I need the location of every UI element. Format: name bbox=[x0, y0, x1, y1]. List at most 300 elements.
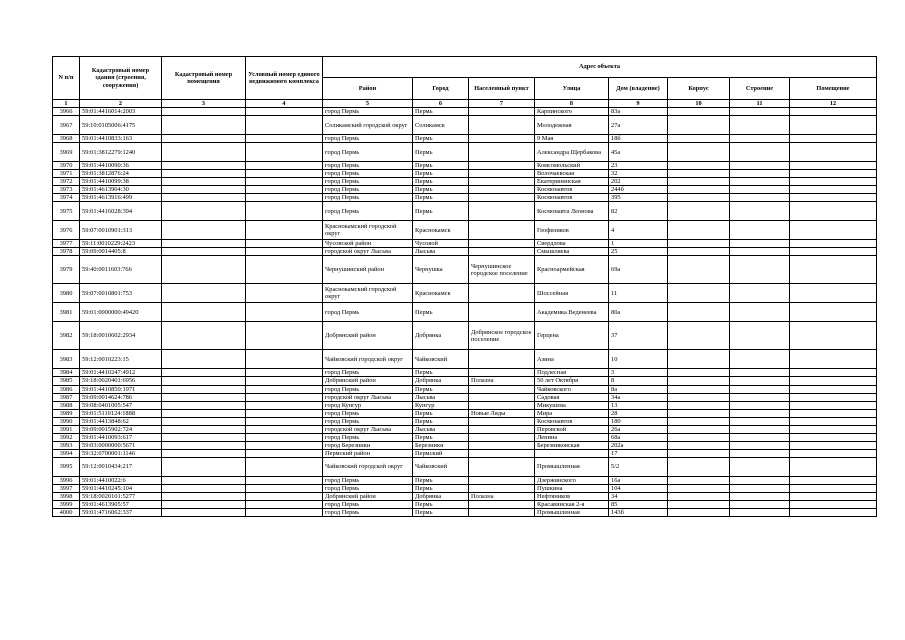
column-number: 9 bbox=[609, 100, 668, 108]
street-cell: Промышленная bbox=[535, 457, 609, 476]
table-row bbox=[53, 476, 877, 484]
building-cell bbox=[668, 178, 730, 186]
street-cell: Молодежная bbox=[535, 116, 609, 135]
district-cell: город Пермь bbox=[323, 135, 413, 143]
cadastral-premises-cell bbox=[162, 401, 246, 409]
settlement-cell bbox=[469, 369, 535, 377]
settlement-cell bbox=[469, 509, 535, 517]
city-cell: Пермь bbox=[413, 417, 469, 425]
settlement-cell bbox=[469, 194, 535, 202]
cadastral-premises-cell bbox=[162, 476, 246, 484]
cadastral-building-cell: 59:01:4613904:30 bbox=[80, 186, 162, 194]
header-city: Город bbox=[413, 78, 469, 100]
structure-cell bbox=[730, 385, 790, 393]
street-cell: 9 Мая bbox=[535, 135, 609, 143]
header-cad-premises: Кадастровый номер помещения bbox=[162, 57, 246, 100]
house-cell: 13 bbox=[609, 401, 668, 409]
row-number-cell: 3966 bbox=[53, 108, 80, 116]
row-number-cell: 3970 bbox=[53, 162, 80, 170]
house-cell: 4 bbox=[609, 221, 668, 240]
header-structure: Строение bbox=[730, 78, 790, 100]
cadastral-premises-cell bbox=[162, 449, 246, 457]
room-cell bbox=[790, 170, 877, 178]
city-cell: Пермь bbox=[413, 170, 469, 178]
room-cell bbox=[790, 322, 877, 350]
room-cell bbox=[790, 116, 877, 135]
cadastral-premises-cell bbox=[162, 284, 246, 303]
cadastral-premises-cell bbox=[162, 369, 246, 377]
table-row bbox=[53, 501, 877, 509]
room-cell bbox=[790, 178, 877, 186]
district-cell: город Пермь bbox=[323, 143, 413, 162]
cadastral-premises-cell bbox=[162, 256, 246, 284]
house-cell: 5/2 bbox=[609, 457, 668, 476]
cadastral-building-cell: 59:40:0011603:766 bbox=[80, 256, 162, 284]
street-cell: Азина bbox=[535, 350, 609, 369]
street-cell: Подлесная bbox=[535, 369, 609, 377]
settlement-cell bbox=[469, 433, 535, 441]
header-district: Район bbox=[323, 78, 413, 100]
row-number-cell: 3977 bbox=[53, 240, 80, 248]
row-number-cell: 3988 bbox=[53, 401, 80, 409]
house-cell: 3 bbox=[609, 369, 668, 377]
conditional-number-cell bbox=[246, 256, 323, 284]
settlement-cell bbox=[469, 178, 535, 186]
house-cell: 1 bbox=[609, 240, 668, 248]
room-cell bbox=[790, 385, 877, 393]
building-cell bbox=[668, 449, 730, 457]
registry-page bbox=[52, 56, 876, 517]
house-cell: 37 bbox=[609, 322, 668, 350]
room-cell bbox=[790, 240, 877, 248]
district-cell: город Березники bbox=[323, 441, 413, 449]
street-cell: Мира bbox=[535, 409, 609, 417]
column-number: 11 bbox=[730, 100, 790, 108]
settlement-cell bbox=[469, 449, 535, 457]
conditional-number-cell bbox=[246, 449, 323, 457]
city-cell: Чусовой bbox=[413, 240, 469, 248]
conditional-number-cell bbox=[246, 143, 323, 162]
structure-cell bbox=[730, 393, 790, 401]
cadastral-building-cell: 59:01:4416014:2003 bbox=[80, 108, 162, 116]
street-cell: Александра Щербакова bbox=[535, 143, 609, 162]
settlement-cell bbox=[469, 135, 535, 143]
conditional-number-cell bbox=[246, 202, 323, 221]
building-cell bbox=[668, 186, 730, 194]
cadastral-building-cell: 59:01:4410093:617 bbox=[80, 433, 162, 441]
row-number-cell: 3968 bbox=[53, 135, 80, 143]
settlement-cell bbox=[469, 393, 535, 401]
row-number-cell: 3992 bbox=[53, 433, 80, 441]
building-cell bbox=[668, 457, 730, 476]
conditional-number-cell bbox=[246, 417, 323, 425]
house-cell: 202 bbox=[609, 178, 668, 186]
conditional-number-cell bbox=[246, 221, 323, 240]
district-cell: городской округ Лысьва bbox=[323, 425, 413, 433]
street-cell: Ленина bbox=[535, 433, 609, 441]
building-cell bbox=[668, 284, 730, 303]
street-cell: Смышляева bbox=[535, 248, 609, 256]
settlement-cell bbox=[469, 116, 535, 135]
column-number: 4 bbox=[246, 100, 323, 108]
house-cell: 34 bbox=[609, 493, 668, 501]
settlement-cell bbox=[469, 385, 535, 393]
cadastral-building-cell: 59:09:0014624:786 bbox=[80, 393, 162, 401]
structure-cell bbox=[730, 417, 790, 425]
header-room: Помещение bbox=[790, 78, 877, 100]
room-cell bbox=[790, 186, 877, 194]
city-cell: Пермь bbox=[413, 178, 469, 186]
street-cell: Геофизиков bbox=[535, 221, 609, 240]
cadastral-building-cell: 59:01:4410099:38 bbox=[80, 178, 162, 186]
cadastral-building-cell: 59:12:0010434:217 bbox=[80, 457, 162, 476]
structure-cell bbox=[730, 484, 790, 492]
house-cell: 23 bbox=[609, 162, 668, 170]
district-cell: Добрянский район bbox=[323, 493, 413, 501]
structure-cell bbox=[730, 369, 790, 377]
settlement-cell: Новые Ляды bbox=[469, 409, 535, 417]
building-cell bbox=[668, 194, 730, 202]
building-cell bbox=[668, 425, 730, 433]
column-number: 10 bbox=[668, 100, 730, 108]
room-cell bbox=[790, 377, 877, 385]
building-cell bbox=[668, 135, 730, 143]
cadastral-premises-cell bbox=[162, 221, 246, 240]
cadastral-building-cell: 59:01:4410022:6 bbox=[80, 476, 162, 484]
structure-cell bbox=[730, 493, 790, 501]
structure-cell bbox=[730, 240, 790, 248]
city-cell: Пермь bbox=[413, 143, 469, 162]
property-registry-table bbox=[52, 56, 877, 517]
street-cell: Космонавтов bbox=[535, 194, 609, 202]
conditional-number-cell bbox=[246, 178, 323, 186]
conditional-number-cell bbox=[246, 369, 323, 377]
street-cell: Космонавтов bbox=[535, 186, 609, 194]
row-number-cell: 3973 bbox=[53, 186, 80, 194]
conditional-number-cell bbox=[246, 135, 323, 143]
district-cell: город Пермь bbox=[323, 108, 413, 116]
street-cell: Красавинская 2-я bbox=[535, 501, 609, 509]
city-cell: Пермь bbox=[413, 476, 469, 484]
cadastral-building-cell: 59:01:4413848:62 bbox=[80, 417, 162, 425]
cadastral-premises-cell bbox=[162, 186, 246, 194]
street-cell: Карпинского bbox=[535, 108, 609, 116]
structure-cell bbox=[730, 377, 790, 385]
building-cell bbox=[668, 202, 730, 221]
settlement-cell bbox=[469, 202, 535, 221]
conditional-number-cell bbox=[246, 240, 323, 248]
room-cell bbox=[790, 143, 877, 162]
district-cell: город Пермь bbox=[323, 186, 413, 194]
cadastral-building-cell: 59:01:4416028:394 bbox=[80, 202, 162, 221]
table-header bbox=[53, 57, 877, 108]
cadastral-building-cell: 59:11:0010229:2423 bbox=[80, 240, 162, 248]
header-conditional-number: Условный номер единого недвижимого комплекса bbox=[246, 57, 323, 100]
conditional-number-cell bbox=[246, 393, 323, 401]
room-cell bbox=[790, 369, 877, 377]
building-cell bbox=[668, 476, 730, 484]
settlement-cell bbox=[469, 240, 535, 248]
district-cell: Чайковский городской округ bbox=[323, 350, 413, 369]
table-row bbox=[53, 393, 877, 401]
building-cell bbox=[668, 369, 730, 377]
room-cell bbox=[790, 425, 877, 433]
building-cell bbox=[668, 385, 730, 393]
street-cell: Герцена bbox=[535, 322, 609, 350]
table-row bbox=[53, 441, 877, 449]
cadastral-building-cell: 59:01:4613905:57 bbox=[80, 501, 162, 509]
building-cell bbox=[668, 493, 730, 501]
cadastral-building-cell: 59:01:4410245:104 bbox=[80, 484, 162, 492]
house-cell: 69а bbox=[609, 256, 668, 284]
house-cell: 25 bbox=[609, 248, 668, 256]
house-cell: 17 bbox=[609, 449, 668, 457]
building-cell bbox=[668, 433, 730, 441]
table-row bbox=[53, 108, 877, 116]
row-number-cell: 3969 bbox=[53, 143, 80, 162]
table-row bbox=[53, 484, 877, 492]
cadastral-premises-cell bbox=[162, 433, 246, 441]
room-cell bbox=[790, 484, 877, 492]
district-cell: Добрянский район bbox=[323, 377, 413, 385]
building-cell bbox=[668, 256, 730, 284]
house-cell: 34а bbox=[609, 393, 668, 401]
house-cell: 26а bbox=[609, 425, 668, 433]
room-cell bbox=[790, 248, 877, 256]
district-cell: Пермский район bbox=[323, 449, 413, 457]
building-cell bbox=[668, 417, 730, 425]
row-number-cell: 3972 bbox=[53, 178, 80, 186]
table-row bbox=[53, 385, 877, 393]
street-cell bbox=[535, 449, 609, 457]
table-row bbox=[53, 256, 877, 284]
row-number-cell: 3985 bbox=[53, 377, 80, 385]
building-cell bbox=[668, 441, 730, 449]
structure-cell bbox=[730, 170, 790, 178]
cadastral-premises-cell bbox=[162, 116, 246, 135]
building-cell bbox=[668, 484, 730, 492]
conditional-number-cell bbox=[246, 385, 323, 393]
structure-cell bbox=[730, 409, 790, 417]
cadastral-building-cell: 59:07:0010901:313 bbox=[80, 221, 162, 240]
building-cell bbox=[668, 116, 730, 135]
building-cell bbox=[668, 409, 730, 417]
header-street: Улица bbox=[535, 78, 609, 100]
building-cell bbox=[668, 221, 730, 240]
street-cell: Микушева bbox=[535, 401, 609, 409]
row-number-cell: 3994 bbox=[53, 449, 80, 457]
column-number: 12 bbox=[790, 100, 877, 108]
house-cell: 45а bbox=[609, 143, 668, 162]
cadastral-building-cell: 59:01:3812279:1240 bbox=[80, 143, 162, 162]
street-cell: Промышленная bbox=[535, 509, 609, 517]
structure-cell bbox=[730, 476, 790, 484]
street-cell: Дзержинского bbox=[535, 476, 609, 484]
room-cell bbox=[790, 401, 877, 409]
district-cell: Чернушинский район bbox=[323, 256, 413, 284]
table-row bbox=[53, 322, 877, 350]
district-cell: город Пермь bbox=[323, 202, 413, 221]
header-address: Адрес объекта bbox=[323, 57, 877, 78]
room-cell bbox=[790, 441, 877, 449]
street-cell: Космонавтов bbox=[535, 417, 609, 425]
settlement-cell: Чернушинское городское поселение bbox=[469, 256, 535, 284]
conditional-number-cell bbox=[246, 248, 323, 256]
row-number-cell: 3984 bbox=[53, 369, 80, 377]
district-cell: город Пермь bbox=[323, 369, 413, 377]
row-number-cell: 3987 bbox=[53, 393, 80, 401]
conditional-number-cell bbox=[246, 425, 323, 433]
street-cell: Чайковского bbox=[535, 385, 609, 393]
table-row bbox=[53, 369, 877, 377]
cadastral-premises-cell bbox=[162, 240, 246, 248]
district-cell: город Пермь bbox=[323, 170, 413, 178]
structure-cell bbox=[730, 441, 790, 449]
settlement-cell bbox=[469, 303, 535, 322]
conditional-number-cell bbox=[246, 170, 323, 178]
cadastral-building-cell: 59:32:0700001:1146 bbox=[80, 449, 162, 457]
settlement-cell bbox=[469, 484, 535, 492]
street-cell: Свердлова bbox=[535, 240, 609, 248]
table-row bbox=[53, 202, 877, 221]
settlement-cell bbox=[469, 221, 535, 240]
cadastral-building-cell: 59:10:0105006:4175 bbox=[80, 116, 162, 135]
structure-cell bbox=[730, 509, 790, 517]
city-cell: Березники bbox=[413, 441, 469, 449]
street-cell: 50 лет Октября bbox=[535, 377, 609, 385]
table-row bbox=[53, 178, 877, 186]
house-cell: 83а bbox=[609, 108, 668, 116]
table-row bbox=[53, 194, 877, 202]
table-row bbox=[53, 170, 877, 178]
district-cell: город Пермь bbox=[323, 509, 413, 517]
settlement-cell bbox=[469, 441, 535, 449]
house-cell: 8а bbox=[609, 385, 668, 393]
settlement-cell bbox=[469, 162, 535, 170]
house-cell: 82 bbox=[609, 202, 668, 221]
cadastral-premises-cell bbox=[162, 108, 246, 116]
house-cell: 104 bbox=[609, 484, 668, 492]
room-cell bbox=[790, 433, 877, 441]
cadastral-premises-cell bbox=[162, 393, 246, 401]
row-number-cell: 3999 bbox=[53, 501, 80, 509]
city-cell: Пермь bbox=[413, 484, 469, 492]
conditional-number-cell bbox=[246, 162, 323, 170]
house-cell: 32 bbox=[609, 170, 668, 178]
structure-cell bbox=[730, 322, 790, 350]
cadastral-premises-cell bbox=[162, 417, 246, 425]
room-cell bbox=[790, 509, 877, 517]
table-row bbox=[53, 248, 877, 256]
district-cell: город Пермь bbox=[323, 409, 413, 417]
row-number-cell: 3982 bbox=[53, 322, 80, 350]
cadastral-building-cell: 59:08:0401005:547 bbox=[80, 401, 162, 409]
house-cell: 143б bbox=[609, 509, 668, 517]
structure-cell bbox=[730, 248, 790, 256]
conditional-number-cell bbox=[246, 186, 323, 194]
settlement-cell bbox=[469, 457, 535, 476]
row-number-cell: 3995 bbox=[53, 457, 80, 476]
table-row bbox=[53, 240, 877, 248]
street-cell: Космонавта Леонова bbox=[535, 202, 609, 221]
city-cell: Добрянка bbox=[413, 322, 469, 350]
cadastral-building-cell: 59:03:0000000:5671 bbox=[80, 441, 162, 449]
street-cell: Садовая bbox=[535, 393, 609, 401]
structure-cell bbox=[730, 186, 790, 194]
city-cell: Пермь bbox=[413, 194, 469, 202]
row-number-cell: 3979 bbox=[53, 256, 80, 284]
table-row bbox=[53, 493, 877, 501]
cadastral-building-cell: 59:18:0020401:6956 bbox=[80, 377, 162, 385]
column-number: 2 bbox=[80, 100, 162, 108]
street-cell: Березниковская bbox=[535, 441, 609, 449]
city-cell: Лысьва bbox=[413, 393, 469, 401]
conditional-number-cell bbox=[246, 401, 323, 409]
cadastral-premises-cell bbox=[162, 170, 246, 178]
house-cell: 68а bbox=[609, 433, 668, 441]
house-cell: 10 bbox=[609, 350, 668, 369]
room-cell bbox=[790, 350, 877, 369]
header-house: Дом (владение) bbox=[609, 78, 668, 100]
structure-cell bbox=[730, 449, 790, 457]
cadastral-building-cell: 59:01:4410090:36 bbox=[80, 162, 162, 170]
district-cell: город Пермь bbox=[323, 484, 413, 492]
row-number-cell: 3998 bbox=[53, 493, 80, 501]
district-cell: город Пермь bbox=[323, 162, 413, 170]
street-cell: Нефтяников bbox=[535, 493, 609, 501]
district-cell: город Пермь bbox=[323, 476, 413, 484]
row-number-cell: 3993 bbox=[53, 441, 80, 449]
cadastral-premises-cell bbox=[162, 350, 246, 369]
district-cell: Чусовской район bbox=[323, 240, 413, 248]
conditional-number-cell bbox=[246, 493, 323, 501]
house-cell: 202а bbox=[609, 441, 668, 449]
settlement-cell bbox=[469, 401, 535, 409]
conditional-number-cell bbox=[246, 484, 323, 492]
row-number-cell: 4000 bbox=[53, 509, 80, 517]
district-cell: город Пермь bbox=[323, 178, 413, 186]
cadastral-building-cell: 59:01:4410247:4912 bbox=[80, 369, 162, 377]
cadastral-building-cell: 59:18:0020101:5277 bbox=[80, 493, 162, 501]
building-cell bbox=[668, 322, 730, 350]
city-cell: Пермь bbox=[413, 409, 469, 417]
house-cell: 27а bbox=[609, 116, 668, 135]
cadastral-premises-cell bbox=[162, 194, 246, 202]
cadastral-premises-cell bbox=[162, 425, 246, 433]
table-row bbox=[53, 162, 877, 170]
house-cell: 180 bbox=[609, 417, 668, 425]
settlement-cell bbox=[469, 501, 535, 509]
structure-cell bbox=[730, 303, 790, 322]
structure-cell bbox=[730, 433, 790, 441]
row-number-cell: 3989 bbox=[53, 409, 80, 417]
row-number-cell: 3980 bbox=[53, 284, 80, 303]
district-cell: город Пермь bbox=[323, 433, 413, 441]
row-number-cell: 3990 bbox=[53, 417, 80, 425]
cadastral-premises-cell bbox=[162, 377, 246, 385]
cadastral-building-cell: 59:09:0014405:8 bbox=[80, 248, 162, 256]
city-cell: Лысьва bbox=[413, 425, 469, 433]
header-num: N п/п bbox=[53, 57, 80, 100]
district-cell: город Пермь bbox=[323, 194, 413, 202]
room-cell bbox=[790, 202, 877, 221]
cadastral-building-cell: 59:18:0010602:2934 bbox=[80, 322, 162, 350]
street-cell: Екатерининская bbox=[535, 178, 609, 186]
house-cell: 80а bbox=[609, 303, 668, 322]
structure-cell bbox=[730, 256, 790, 284]
street-cell: Перовской bbox=[535, 425, 609, 433]
district-cell: городской округ Лысьва bbox=[323, 248, 413, 256]
